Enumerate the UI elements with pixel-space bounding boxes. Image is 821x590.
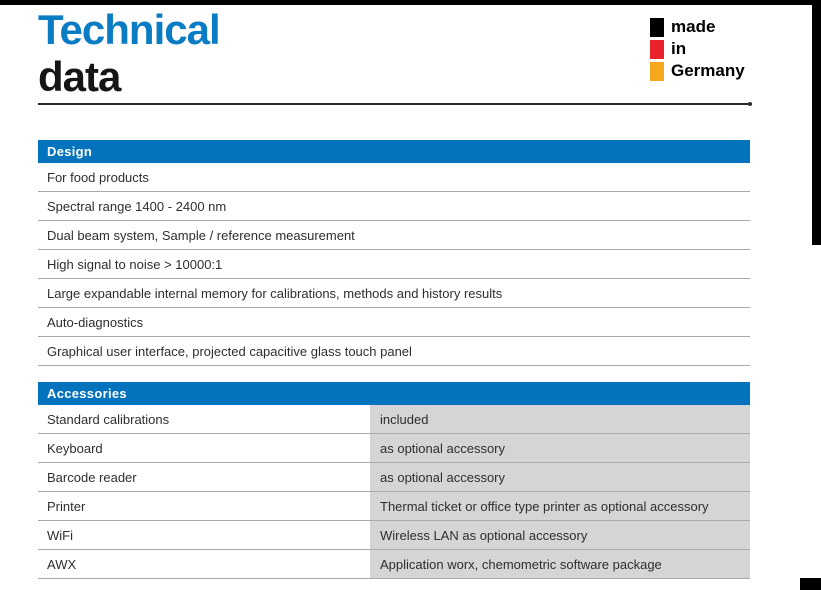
accessory-name: Standard calibrations <box>47 411 170 427</box>
accessory-name: Printer <box>47 498 86 514</box>
design-row-text: Dual beam system, Sample / reference measurement <box>47 227 355 243</box>
design-row-text: High signal to noise > 10000:1 <box>47 256 223 272</box>
design-row <box>38 192 750 221</box>
made-in-germany-text <box>671 16 745 82</box>
made-in-germany-badge <box>650 16 745 82</box>
accessories-section-header: Accessories <box>38 382 750 405</box>
design-row-text: Graphical user interface, projected capacitive glass touch panel <box>47 343 412 359</box>
accessory-name: WiFi <box>47 527 73 543</box>
design-row <box>38 337 750 366</box>
page-title-line2: data <box>38 53 121 100</box>
accessory-name: Barcode reader <box>47 469 137 485</box>
page-title <box>38 6 220 100</box>
accessory-row <box>38 492 750 521</box>
accessory-name: AWX <box>47 556 77 572</box>
design-row-text: Spectral range 1400 - 2400 nm <box>47 198 227 214</box>
flag-red-stripe <box>650 40 664 59</box>
flag-gold-stripe <box>650 62 664 81</box>
design-row-text: For food products <box>47 169 149 185</box>
badge-line: in <box>671 39 687 58</box>
design-row-text: Large expandable internal memory for calibrations, methods and history results <box>47 285 503 301</box>
accessory-value: included <box>370 405 750 433</box>
accessory-value: as optional accessory <box>370 463 750 491</box>
design-row-text: Auto-diagnostics <box>47 314 144 330</box>
accessory-value: as optional accessory <box>370 434 750 462</box>
design-row <box>38 221 750 250</box>
design-row <box>38 250 750 279</box>
scan-edge-top <box>0 0 821 5</box>
accessories-section <box>38 382 750 579</box>
page-title-line1: Technical <box>38 6 220 53</box>
title-divider-rule <box>38 103 750 105</box>
flag-black-stripe <box>650 18 664 37</box>
design-row <box>38 279 750 308</box>
design-row <box>38 163 750 192</box>
design-section <box>38 140 750 366</box>
accessory-value: Wireless LAN as optional accessory <box>370 521 750 549</box>
scan-edge-bottom-right <box>800 578 821 590</box>
accessory-value: Thermal ticket or office type printer as optional accessory <box>370 492 750 520</box>
german-flag-icon <box>650 16 664 82</box>
badge-line: made <box>671 17 716 36</box>
accessory-value: Application worx, chemometric software package <box>370 550 750 578</box>
accessory-name: Keyboard <box>47 440 103 456</box>
accessory-row <box>38 463 750 492</box>
accessory-row <box>38 434 750 463</box>
accessory-row <box>38 550 750 579</box>
badge-line: Germany <box>671 61 745 80</box>
accessory-row <box>38 521 750 550</box>
scan-edge-right <box>812 0 821 245</box>
accessory-row <box>38 405 750 434</box>
design-row <box>38 308 750 337</box>
design-section-header: Design <box>38 140 750 163</box>
